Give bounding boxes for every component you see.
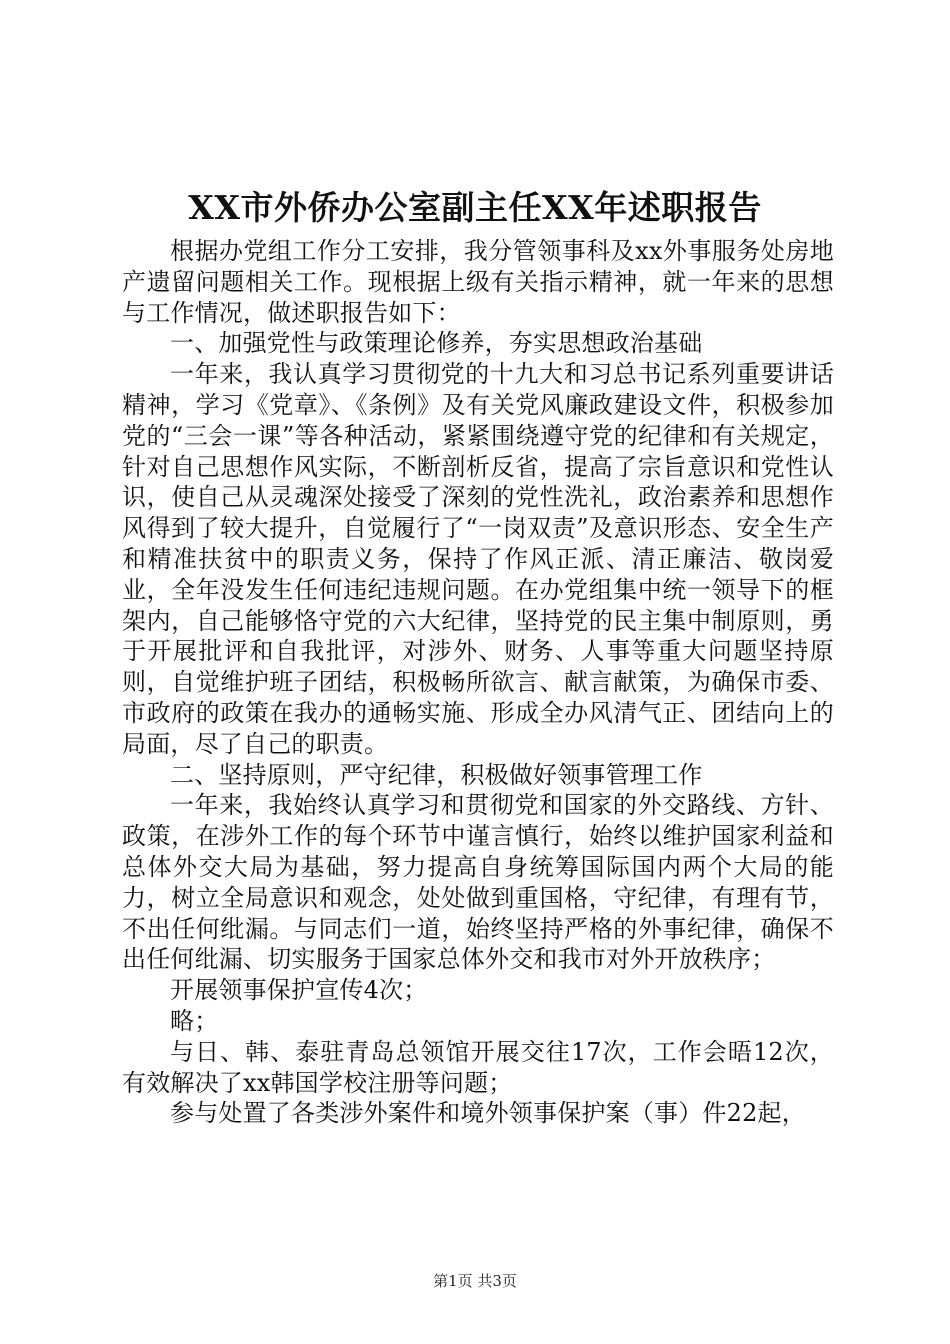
section-1-paragraph: 一年来，我认真学习贯彻党的十九大和习总书记系列重要讲话精神，学习《党章》、《条例》及有关党风廉政建设文件，积极参加党的“三会一课”等各种活动，紧紧围绕遵守党的纪律和有关规定，针对自己思想作风实际，不断剖析反省，提高了宗旨意识和党性认识，使自己从灵魂深处接受了深刻的党性洗礼，政治素养和思想作风得到了较大提升，自觉履行了“一岗双责”及意识形态、安全生产和精准扶贫中的职责义务，保持了作风正派、清正廉洁、敬岗爱业，全年没发生任何违纪违规问题。在办党组集中统一领导下的框架内，自己能够恪守党的六大纪律，坚持党的民主集中制原则，勇于开展批评和自我批评，对涉外、财务、人事等重大问题坚持原则，自觉维护班子团结，积极畅所欲言、献言献策，为确保市委、市政府的政策在我办的通畅实施、形成全办风清气正、团结向上的局面，尽了自己的职责。 (122, 360, 834, 758)
document-body (122, 236, 834, 1129)
list-item-omitted: 略； (170, 1006, 219, 1035)
section-2-paragraph: 一年来，我始终认真学习和贯彻党和国家的外交路线、方针、政策，在涉外工作的每个环节中谨言慎行，始终以维护国家利益和总体外交大局为基础，努力提高自身统筹国际国内两个大局的能力，树立全局意识和观念，处处做到重国格，守纪律，有理有节，不出任何纰漏。与同志们一道，始终坚持严格的外事纪律，确保不出任何纰漏、切实服务于国家总体外交和我市对外开放秩序； (122, 791, 834, 974)
section-heading-2: 二、坚持原则，严守纪律，积极做好领事管理工作 (170, 760, 703, 789)
list-item-consulate-exchange: 与日、韩、泰驻青岛总领馆开展交往17次，工作会晤12次，有效解决了xx韩国学校注册等问题； (122, 1037, 834, 1097)
intro-paragraph: 根据办党组工作分工安排，我分管领事科及xx外事服务处房地产遗留问题相关工作。现根据上级有关指示精神，就一年来的思想与工作情况，做述职报告如下： (122, 237, 834, 327)
section-heading-1: 一、加强党性与政策理论修养，夯实思想政治基础 (170, 329, 703, 358)
list-item-consular-promotion: 开展领事保护宣传4次； (170, 976, 428, 1005)
list-item-case-handling: 参与处置了各类涉外案件和境外领事保护案（事）件22起， (170, 1099, 806, 1128)
page-footer: 第1页 共3页 (433, 1272, 517, 1290)
document-title: XX市外侨办公室副主任XX年述职报告 (188, 188, 762, 227)
